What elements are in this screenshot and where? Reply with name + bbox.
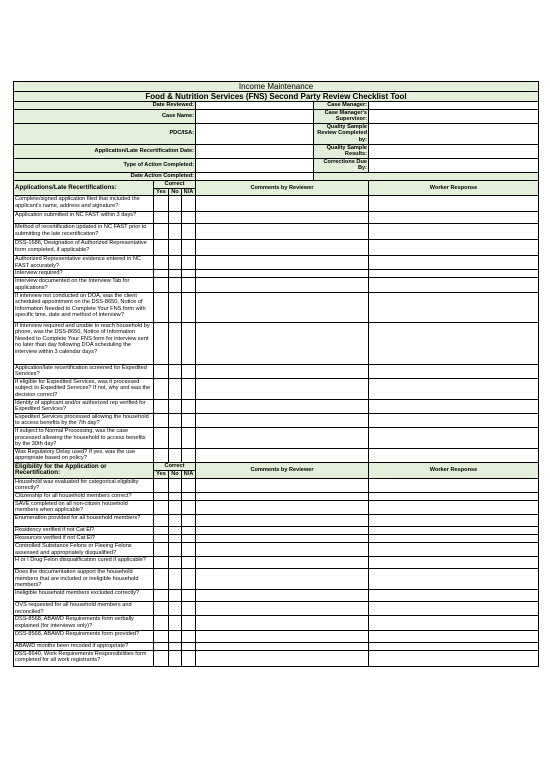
checklist-row xyxy=(14,642,539,650)
question-text: Was Regulatory Delay used? If yes, was the use appropriate based on policy? xyxy=(14,448,154,462)
question-text: Citizenship for all household members correct? xyxy=(14,492,154,500)
question-text: If interview required and unable to reach household by phone, was the DSS-8650, Notice of Information Needed to Complete Your FNS form for interview sent no later than day following DOA scheduling the interview within 3 calendar days? xyxy=(14,322,154,364)
no-cell[interactable] xyxy=(169,616,182,630)
worker-response-cell[interactable] xyxy=(369,535,539,543)
worker-response-cell[interactable] xyxy=(369,270,539,278)
no-cell[interactable] xyxy=(169,212,182,224)
no-cell[interactable] xyxy=(169,569,182,590)
na-cell[interactable] xyxy=(182,413,196,427)
reviewer-comment-cell[interactable] xyxy=(196,413,369,427)
correct-header: Correct xyxy=(154,180,196,188)
yes-cell[interactable] xyxy=(154,590,169,602)
form-subtitle: Food & Nutrition Services (FNS) Second Party Review Checklist Tool xyxy=(14,92,539,102)
info-label-left: Case Name: xyxy=(14,109,196,123)
yes-cell[interactable] xyxy=(154,364,169,378)
info-value-right[interactable] xyxy=(369,123,539,144)
worker-response-cell[interactable] xyxy=(369,500,539,514)
reviewer-comment-cell[interactable] xyxy=(196,212,369,224)
na-header: N/A xyxy=(182,188,196,196)
reviewer-comment-cell[interactable] xyxy=(196,642,369,650)
yes-cell[interactable] xyxy=(154,557,169,569)
question-text: OVS requested for all household members and reconciled? xyxy=(14,602,154,616)
checklist-row xyxy=(14,413,539,427)
info-value-left[interactable] xyxy=(196,158,314,172)
info-label-right: Corrections Due By: xyxy=(314,158,369,172)
info-label-left: Type of Action Completed: xyxy=(14,158,196,172)
question-text: DSS-8640, Work Requirements Responsibilities form completed for all work registrants? xyxy=(14,650,154,666)
worker-response-cell[interactable] xyxy=(369,602,539,616)
na-cell[interactable] xyxy=(182,428,196,449)
yes-header: Yes xyxy=(154,188,169,196)
no-cell[interactable] xyxy=(169,270,182,278)
reviewer-comment-cell[interactable] xyxy=(196,270,369,278)
no-cell[interactable] xyxy=(169,500,182,514)
checklist-row xyxy=(14,212,539,224)
checklist-row xyxy=(14,500,539,514)
yes-cell[interactable] xyxy=(154,212,169,224)
checklist-row xyxy=(14,543,539,557)
no-cell[interactable] xyxy=(169,224,182,240)
no-cell[interactable] xyxy=(169,602,182,616)
worker-response-cell[interactable] xyxy=(369,515,539,527)
worker-response-cell[interactable] xyxy=(369,590,539,602)
checklist-row xyxy=(14,399,539,413)
na-cell[interactable] xyxy=(182,364,196,378)
worker-response-cell[interactable] xyxy=(369,256,539,270)
question-text: ABAWD months been recoded if appropriate? xyxy=(14,642,154,650)
checklist-row xyxy=(14,428,539,449)
no-cell[interactable] xyxy=(169,543,182,557)
checklist-table xyxy=(13,81,539,667)
worker-response-cell[interactable] xyxy=(369,569,539,590)
yes-cell[interactable] xyxy=(154,292,169,322)
checklist-row xyxy=(14,630,539,642)
question-text: Interview documented on the Interview Tab for applications? xyxy=(14,278,154,292)
info-value-right[interactable] xyxy=(369,102,539,110)
question-text: If interview not conducted on DOA, was the client scheduled appointment on the DSS-8650, Notice of Information Needed to Complete Your FNS form with specific time, date and method of interview? xyxy=(14,292,154,322)
yes-cell[interactable] xyxy=(154,270,169,278)
no-cell[interactable] xyxy=(169,492,182,500)
yes-cell[interactable] xyxy=(154,642,169,650)
question-text: DSS-1686, Designation of Authorized Representative form completed, if applicable? xyxy=(14,240,154,256)
question-text: Household was evaluated for categorical eligibility correctly? xyxy=(14,478,154,492)
worker-response-cell[interactable] xyxy=(369,378,539,399)
no-cell[interactable] xyxy=(169,240,182,256)
reviewer-comment-cell[interactable] xyxy=(196,557,369,569)
na-cell[interactable] xyxy=(182,240,196,256)
question-text: Ineligible household members excluded correctly? xyxy=(14,590,154,602)
reviewer-comment-cell[interactable] xyxy=(196,478,369,492)
na-cell[interactable] xyxy=(182,557,196,569)
question-text: DSS-8568, ABAWD Requirements form verbally explained (for interviews only)? xyxy=(14,616,154,630)
yes-cell[interactable] xyxy=(154,500,169,514)
info-label-left: Date Reviewed: xyxy=(14,102,196,110)
worker-response-cell[interactable] xyxy=(369,278,539,292)
na-cell[interactable] xyxy=(182,196,196,212)
info-value-right[interactable] xyxy=(369,109,539,123)
na-cell[interactable] xyxy=(182,292,196,322)
no-cell[interactable] xyxy=(169,448,182,462)
question-text: Enumeration provided for all household members? xyxy=(14,515,154,527)
no-cell[interactable] xyxy=(169,364,182,378)
checklist-row xyxy=(14,240,539,256)
na-cell[interactable] xyxy=(182,650,196,666)
worker-response-cell[interactable] xyxy=(369,448,539,462)
reviewer-comment-cell[interactable] xyxy=(196,196,369,212)
no-cell[interactable] xyxy=(169,650,182,666)
yes-cell[interactable] xyxy=(154,602,169,616)
checklist-row xyxy=(14,378,539,399)
checklist-row xyxy=(14,590,539,602)
worker-response-cell[interactable] xyxy=(369,642,539,650)
question-text: Application/late recertification screened for Expedited Services? xyxy=(14,364,154,378)
checklist-row xyxy=(14,196,539,212)
question-text: H or I Drug Felon disqualification cured if applicable? xyxy=(14,557,154,569)
yes-cell[interactable] xyxy=(154,448,169,462)
yes-cell[interactable] xyxy=(154,515,169,527)
no-cell[interactable] xyxy=(169,515,182,527)
na-cell[interactable] xyxy=(182,500,196,514)
comments-header: Comments by Reviewer xyxy=(196,180,369,196)
yes-cell[interactable] xyxy=(154,543,169,557)
reviewer-comment-cell[interactable] xyxy=(196,322,369,364)
reviewer-comment-cell[interactable] xyxy=(196,543,369,557)
info-label-left: PDC/ISA: xyxy=(14,123,196,144)
question-text: Application submitted in NC FAST within 3 days? xyxy=(14,212,154,224)
worker-response-cell[interactable] xyxy=(369,650,539,666)
yes-cell[interactable] xyxy=(154,224,169,240)
reviewer-comment-cell[interactable] xyxy=(196,492,369,500)
worker-response-cell[interactable] xyxy=(369,212,539,224)
yes-cell[interactable] xyxy=(154,278,169,292)
reviewer-comment-cell[interactable] xyxy=(196,602,369,616)
checklist-row xyxy=(14,292,539,322)
yes-cell[interactable] xyxy=(154,240,169,256)
checklist-row xyxy=(14,569,539,590)
reviewer-comment-cell[interactable] xyxy=(196,224,369,240)
worker-response-cell[interactable] xyxy=(369,399,539,413)
yes-cell[interactable] xyxy=(154,569,169,590)
yes-cell[interactable] xyxy=(154,527,169,535)
worker-response-cell[interactable] xyxy=(369,616,539,630)
checklist-row xyxy=(14,515,539,527)
na-cell[interactable] xyxy=(182,448,196,462)
question-text: Residency verified if not Cat El? xyxy=(14,527,154,535)
worker-response-cell[interactable] xyxy=(369,364,539,378)
no-cell[interactable] xyxy=(169,378,182,399)
info-value-left[interactable] xyxy=(196,102,314,110)
checklist-sheet xyxy=(13,81,538,667)
na-header: N/A xyxy=(182,471,196,479)
na-cell[interactable] xyxy=(182,212,196,224)
no-cell[interactable] xyxy=(169,535,182,543)
reviewer-comment-cell[interactable] xyxy=(196,292,369,322)
checklist-row xyxy=(14,322,539,364)
worker-response-cell[interactable] xyxy=(369,292,539,322)
no-cell[interactable] xyxy=(169,630,182,642)
yes-cell[interactable] xyxy=(154,378,169,399)
checklist-row xyxy=(14,278,539,292)
worker-response-cell[interactable] xyxy=(369,527,539,535)
reviewer-comment-cell[interactable] xyxy=(196,256,369,270)
yes-cell[interactable] xyxy=(154,322,169,364)
yes-cell[interactable] xyxy=(154,413,169,427)
na-cell[interactable] xyxy=(182,478,196,492)
section-title: Applications/Late Recertifications: xyxy=(14,180,154,196)
checklist-row xyxy=(14,527,539,535)
yes-cell[interactable] xyxy=(154,630,169,642)
no-header: No xyxy=(169,188,182,196)
checklist-row xyxy=(14,650,539,666)
checklist-row xyxy=(14,256,539,270)
worker-response-cell[interactable] xyxy=(369,543,539,557)
question-text: If eligible for Expedited Services, was it processed subject to Expedited Services? If not, why and was the decision correct? xyxy=(14,378,154,399)
na-cell[interactable] xyxy=(182,616,196,630)
reviewer-comment-cell[interactable] xyxy=(196,515,369,527)
checklist-row xyxy=(14,616,539,630)
no-cell[interactable] xyxy=(169,642,182,650)
worker-response-cell[interactable] xyxy=(369,196,539,212)
reviewer-comment-cell[interactable] xyxy=(196,500,369,514)
checklist-row xyxy=(14,364,539,378)
reviewer-comment-cell[interactable] xyxy=(196,364,369,378)
no-cell[interactable] xyxy=(169,527,182,535)
worker-response-cell[interactable] xyxy=(369,428,539,449)
reviewer-comment-cell[interactable] xyxy=(196,378,369,399)
na-cell[interactable] xyxy=(182,515,196,527)
reviewer-comment-cell[interactable] xyxy=(196,240,369,256)
info-value-right[interactable] xyxy=(369,144,539,158)
na-cell[interactable] xyxy=(182,256,196,270)
info-value-left[interactable] xyxy=(196,172,314,180)
reviewer-comment-cell[interactable] xyxy=(196,278,369,292)
worker-response-cell[interactable] xyxy=(369,630,539,642)
worker-response-cell[interactable] xyxy=(369,413,539,427)
question-text: Identity of applicant and/or authorized rep verified for Expedited Services? xyxy=(14,399,154,413)
reviewer-comment-cell[interactable] xyxy=(196,569,369,590)
info-value-right[interactable] xyxy=(369,158,539,172)
checklist-row xyxy=(14,557,539,569)
na-cell[interactable] xyxy=(182,527,196,535)
checklist-row xyxy=(14,602,539,616)
info-value-left[interactable] xyxy=(196,144,314,158)
na-cell[interactable] xyxy=(182,569,196,590)
section-title: Eligibility for the Application or Recertification: xyxy=(14,463,154,479)
response-header: Worker Response xyxy=(369,180,539,196)
question-text: Does the documentation support the household members that are included or ineligible household members? xyxy=(14,569,154,590)
worker-response-cell[interactable] xyxy=(369,224,539,240)
info-label-left: Application/Late Recertification Date: xyxy=(14,144,196,158)
na-cell[interactable] xyxy=(182,642,196,650)
no-cell[interactable] xyxy=(169,413,182,427)
yes-cell[interactable] xyxy=(154,616,169,630)
yes-cell[interactable] xyxy=(154,399,169,413)
yes-cell[interactable] xyxy=(154,428,169,449)
reviewer-comment-cell[interactable] xyxy=(196,590,369,602)
worker-response-cell[interactable] xyxy=(369,322,539,364)
info-label-right: Case Manager's Supervisor: xyxy=(314,109,369,123)
checklist-row xyxy=(14,224,539,240)
na-cell[interactable] xyxy=(182,378,196,399)
question-text: DSS-8568, ABAWD Requirements form provided? xyxy=(14,630,154,642)
na-cell[interactable] xyxy=(182,602,196,616)
info-label-right: Quality Sample Results: xyxy=(314,144,369,158)
na-cell[interactable] xyxy=(182,399,196,413)
na-cell[interactable] xyxy=(182,270,196,278)
na-cell[interactable] xyxy=(182,543,196,557)
no-cell[interactable] xyxy=(169,256,182,270)
checklist-row xyxy=(14,448,539,462)
reviewer-comment-cell[interactable] xyxy=(196,535,369,543)
no-cell[interactable] xyxy=(169,478,182,492)
no-cell[interactable] xyxy=(169,196,182,212)
question-text: Method of recertification updated in NC FAST prior to submitting the late recertification? xyxy=(14,224,154,240)
worker-response-cell[interactable] xyxy=(369,557,539,569)
question-text: Complete/signed application filed that included the applicant's name, address and signature? xyxy=(14,196,154,212)
yes-header: Yes xyxy=(154,471,169,479)
question-text: Authorized Representative evidence entered in NC FAST accurately? xyxy=(14,256,154,270)
worker-response-cell[interactable] xyxy=(369,478,539,492)
question-text: If subject to Normal Processing, was the case processed allowing the household to access benefits by the 30th day? xyxy=(14,428,154,449)
na-cell[interactable] xyxy=(182,590,196,602)
reviewer-comment-cell[interactable] xyxy=(196,448,369,462)
question-text: Controlled Substance Felons or Fleeing Felons assessed and appropriately disqualified? xyxy=(14,543,154,557)
form-title: Income Maintenance xyxy=(14,82,539,92)
no-header: No xyxy=(169,471,182,479)
question-text: Interview required? xyxy=(14,270,154,278)
yes-cell[interactable] xyxy=(154,535,169,543)
checklist-row xyxy=(14,270,539,278)
correct-header: Correct xyxy=(154,463,196,471)
worker-response-cell[interactable] xyxy=(369,240,539,256)
question-text: SAVE completed on all non-citizen household members when applicable? xyxy=(14,500,154,514)
yes-cell[interactable] xyxy=(154,492,169,500)
info-label-left: Date Action Completed: xyxy=(14,172,196,180)
response-header: Worker Response xyxy=(369,463,539,479)
checklist-row xyxy=(14,478,539,492)
question-text: Expedited Services processed allowing the household to access benefits by the 7th day? xyxy=(14,413,154,427)
na-cell[interactable] xyxy=(182,535,196,543)
question-text: Resources verified if not Cat El? xyxy=(14,535,154,543)
info-value-left[interactable] xyxy=(196,109,314,123)
reviewer-comment-cell[interactable] xyxy=(196,527,369,535)
reviewer-comment-cell[interactable] xyxy=(196,428,369,449)
na-cell[interactable] xyxy=(182,278,196,292)
info-filler xyxy=(314,172,539,180)
reviewer-comment-cell[interactable] xyxy=(196,630,369,642)
reviewer-comment-cell[interactable] xyxy=(196,650,369,666)
na-cell[interactable] xyxy=(182,630,196,642)
yes-cell[interactable] xyxy=(154,256,169,270)
reviewer-comment-cell[interactable] xyxy=(196,399,369,413)
worker-response-cell[interactable] xyxy=(369,492,539,500)
no-cell[interactable] xyxy=(169,399,182,413)
no-cell[interactable] xyxy=(169,322,182,364)
comments-header: Comments by Reviewer xyxy=(196,463,369,479)
no-cell[interactable] xyxy=(169,557,182,569)
info-label-right: Case Manager: xyxy=(314,102,369,110)
yes-cell[interactable] xyxy=(154,196,169,212)
checklist-row xyxy=(14,492,539,500)
na-cell[interactable] xyxy=(182,492,196,500)
no-cell[interactable] xyxy=(169,590,182,602)
checklist-row xyxy=(14,535,539,543)
no-cell[interactable] xyxy=(169,278,182,292)
no-cell[interactable] xyxy=(169,292,182,322)
info-label-right: Quality Sample Review Completed by: xyxy=(314,123,369,144)
info-value-left[interactable] xyxy=(196,123,314,144)
no-cell[interactable] xyxy=(169,428,182,449)
yes-cell[interactable] xyxy=(154,650,169,666)
yes-cell[interactable] xyxy=(154,478,169,492)
na-cell[interactable] xyxy=(182,322,196,364)
na-cell[interactable] xyxy=(182,224,196,240)
reviewer-comment-cell[interactable] xyxy=(196,616,369,630)
